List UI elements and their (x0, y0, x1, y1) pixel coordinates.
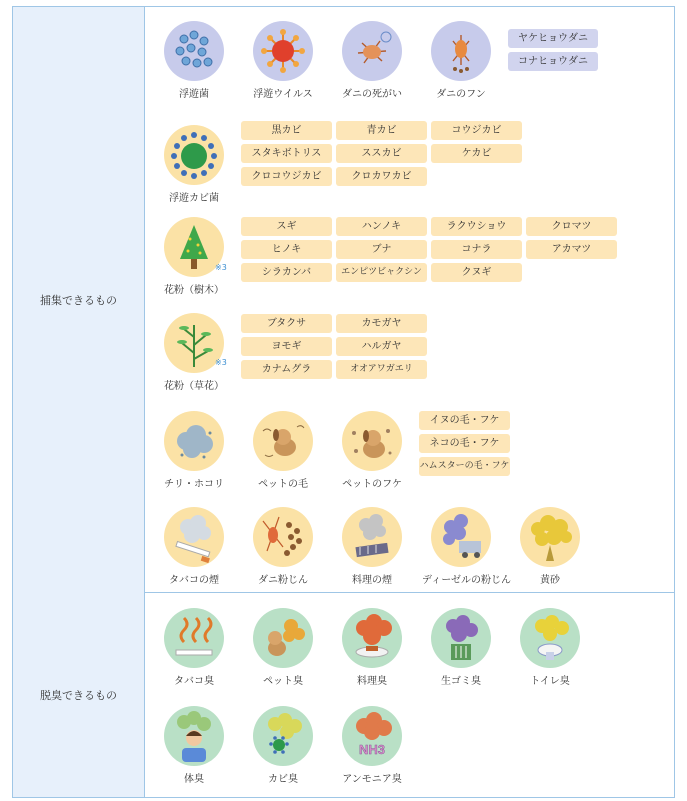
mold-tag: ススカビ (336, 144, 427, 163)
pet-tag: イヌの毛・フケ (419, 411, 510, 430)
pollutant-table (12, 6, 675, 798)
ammonia-odor-item (333, 706, 411, 785)
pollen-tree-item (155, 217, 233, 296)
pet-tag: ネコの毛・フケ (419, 434, 510, 453)
floating-mold-item (155, 125, 233, 204)
pet-dander-label: ペットのフケ (342, 479, 402, 490)
tree-tag: アカマツ (526, 240, 617, 259)
mold-odor-item (244, 706, 322, 785)
body-odor-icon (164, 706, 224, 766)
body-odor-label: 体臭 (184, 774, 204, 785)
dust-cloud-icon (164, 411, 224, 471)
cooking-odor-label: 料理臭 (357, 676, 387, 687)
mold-tag: クロカワカビ (336, 167, 427, 186)
pollen-grass-item (155, 313, 233, 392)
footnote-mark: ※3 (215, 358, 227, 367)
capture-header: 捕集できるもの (13, 7, 145, 592)
tree-tag: ハンノキ (336, 217, 427, 236)
mold-tag: クロコウジカビ (241, 167, 332, 186)
yellow-sand-item (511, 507, 589, 586)
mite-feces-label: ダニのフン (436, 89, 486, 100)
mite-tag: ヤケヒョウダニ (508, 29, 598, 48)
mite-tag: コナヒョウダニ (508, 52, 598, 71)
mold-tag: 青カビ (336, 121, 427, 140)
toilet-odor-icon (520, 608, 580, 668)
dog-hair-icon (253, 411, 313, 471)
footnote-mark: ※3 (215, 263, 227, 272)
mold-odor-label: カビ臭 (268, 774, 298, 785)
pet-odor-icon (253, 608, 313, 668)
mold-odor-icon (253, 706, 313, 766)
tree-tag: ヒノキ (241, 240, 332, 259)
body-odor-item (155, 706, 233, 785)
mold-tag: 黒カビ (241, 121, 332, 140)
cooking-odor-icon (342, 608, 402, 668)
grass-tag: カナムグラ (241, 360, 332, 379)
cigarette-smoke-icon (164, 507, 224, 567)
pet-hair-label: ペットの毛 (258, 479, 308, 490)
tree-tag: コナラ (431, 240, 522, 259)
garbage-odor-item (422, 608, 500, 687)
deodorize-header: 脱臭できるもの (13, 592, 145, 797)
mite-dust-label: ダニ粉じん (258, 575, 308, 586)
deodorize-row (13, 592, 674, 797)
floating-bacteria-label: 浮遊菌 (179, 89, 209, 100)
pet-odor-label: ペット臭 (263, 676, 303, 687)
diesel-dust-item (422, 507, 511, 586)
tobacco-odor-item (155, 608, 233, 687)
ammonia-odor-icon (342, 706, 402, 766)
tree-tag: クヌギ (431, 263, 522, 282)
yellow-sand-label: 黄砂 (540, 575, 560, 586)
tree-tag: ブナ (336, 240, 427, 259)
tree-tag: スギ (241, 217, 332, 236)
tree-tag: シラカンバ (241, 263, 332, 282)
ammonia-formula: NH3 (358, 742, 386, 757)
mite-species-tags (508, 29, 598, 71)
toilet-odor-label: トイレ臭 (530, 676, 570, 687)
cooking-smoke-label: 料理の煙 (352, 575, 392, 586)
tobacco-smoke-item (155, 507, 233, 586)
tree-pollen-tags (241, 217, 617, 282)
mold-spore-icon (164, 125, 224, 185)
ammonia-odor-label: アンモニア臭 (342, 774, 402, 785)
garbage-odor-label: 生ゴミ臭 (441, 676, 481, 687)
dead-mites-label: ダニの死がい (342, 89, 402, 100)
grass-tag: オオアワガエリ (336, 360, 427, 379)
bacteria-icon (164, 21, 224, 81)
garbage-odor-icon (431, 608, 491, 668)
pet-tags (419, 411, 509, 476)
diesel-dust-label: ディーゼルの粉じん (422, 575, 511, 586)
dust-label: チリ・ホコリ (164, 479, 224, 490)
grass-tag: カモガヤ (336, 314, 427, 333)
dead-mites-item (333, 21, 411, 100)
pet-dander-item (333, 411, 411, 490)
pet-odor-item (244, 608, 322, 687)
mite-feces-item (422, 21, 500, 100)
pollen-grass-label: 花粉（草花） (164, 381, 224, 392)
virus-icon (253, 21, 313, 81)
tree-tag: ラクウショウ (431, 217, 522, 236)
mold-tag: ケカビ (431, 144, 522, 163)
cooking-smoke-item (333, 507, 411, 586)
floating-bacteria-item (155, 21, 233, 100)
mite-feces-icon (431, 21, 491, 81)
tobacco-odor-icon (164, 608, 224, 668)
mite-dust-item (244, 507, 322, 586)
mold-species-tags (241, 121, 522, 186)
floating-virus-label: 浮遊ウイルス (253, 89, 313, 100)
grass-tag: ブタクサ (241, 314, 332, 333)
dead-mite-icon (342, 21, 402, 81)
grass-pollen-tags (241, 314, 427, 379)
pet-tag: ハムスターの毛・フケ (419, 457, 510, 476)
cooking-odor-item (333, 608, 411, 687)
capture-row (13, 7, 674, 593)
pet-hair-item (244, 411, 322, 490)
tree-tag: エンピツビャクシン (336, 263, 427, 282)
floating-mold-label: 浮遊カビ菌 (169, 193, 219, 204)
dog-dander-icon (342, 411, 402, 471)
dust-item (155, 411, 233, 490)
pollen-tree-label: 花粉（樹木） (164, 285, 224, 296)
mite-dust-icon (253, 507, 313, 567)
grass-tag: ヨモギ (241, 337, 332, 356)
mold-tag: スタキボトリス (241, 144, 332, 163)
tobacco-odor-label: タバコ臭 (174, 676, 214, 687)
yellow-sand-icon (520, 507, 580, 567)
tree-tag: クロマツ (526, 217, 617, 236)
diesel-truck-icon (431, 507, 491, 567)
grill-smoke-icon (342, 507, 402, 567)
mold-tag: コウジカビ (431, 121, 522, 140)
toilet-odor-item (511, 608, 589, 687)
floating-virus-item (244, 21, 322, 100)
grass-tag: ハルガヤ (336, 337, 427, 356)
tobacco-smoke-label: タバコの煙 (169, 575, 219, 586)
